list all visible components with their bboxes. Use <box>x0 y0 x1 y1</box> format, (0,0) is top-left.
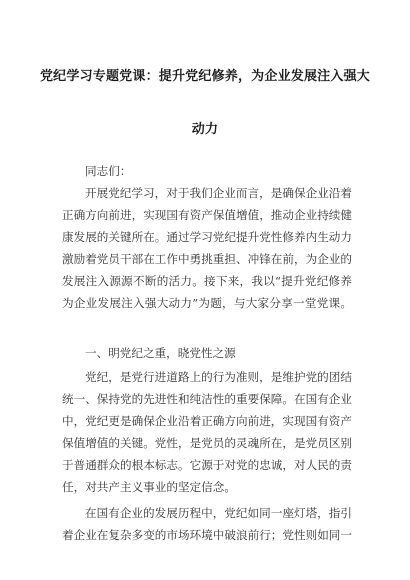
paragraph-line: 中，党纪更是确保企业沿着正确方向前进，实现国有资产 <box>62 414 352 428</box>
paragraph-line: 开展党纪学习，对于我们企业而言，是确保企业沿着 <box>85 186 352 200</box>
document-title-line-2: 动力 <box>191 122 219 137</box>
paragraph-line: 统一、保持党的先进性和纯洁性的重要保障。在国有企业 <box>62 392 352 406</box>
paragraph-line: 康发展的关键所在。通过学习党纪提升党性修养内生动力 <box>62 230 352 244</box>
paragraph-line: 发展注入源源不断的活力。接下来，我以“提升党纪修养 <box>62 274 352 288</box>
paragraph-line: 为企业发展注入强大动力”为题，与大家分享一堂党课。 <box>62 296 352 310</box>
paragraph-party-discipline <box>62 366 352 498</box>
paragraph-line: 着企业在复杂多变的市场环境中破浪前行；党性则如同一 <box>62 528 352 542</box>
section-heading-1: 一、明党纪之重，晓党性之源 <box>85 346 236 360</box>
greeting: 同志们： <box>85 164 132 178</box>
paragraph-line: 任，对共产主义事业的坚定信念。 <box>62 480 236 494</box>
paragraph-intro <box>62 182 352 314</box>
paragraph-line: 激励着党员干部在工作中勇挑重担、冲锋在前，为企业的 <box>62 252 352 266</box>
paragraph-line: 党纪，是党行进道路上的行为准则，是维护党的团结 <box>85 370 352 384</box>
document-title-line-1: 党纪学习专题党课：提升党纪修养，为企业发展注入强大 <box>39 69 370 84</box>
paragraph-line: 正确方向前进，实现国有资产保值增值，推动企业持续健 <box>62 208 352 222</box>
paragraph-line: 保值增值的关键。党性，是党员的灵魂所在，是党员区别 <box>62 436 352 450</box>
paragraph-line: 在国有企业的发展历程中，党纪如同一座灯塔，指引 <box>85 506 352 520</box>
paragraph-line: 于普通群众的根本标志。它源于对党的忠诚，对人民的责 <box>62 458 352 472</box>
paragraph-development <box>62 502 352 546</box>
